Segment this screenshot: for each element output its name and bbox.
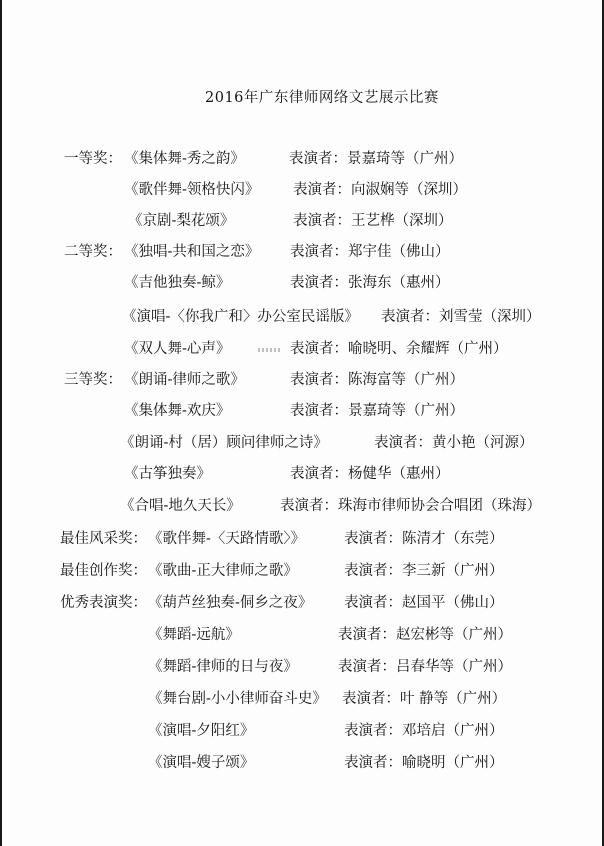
award-work-title: 《歌曲-正大律师之歌》	[148, 563, 298, 579]
award-work-title: 《歌伴舞-〈天路情歌〉》	[148, 531, 306, 547]
award-performer: 表演者：叶 静等（广州）	[342, 691, 507, 707]
award-performer: 表演者：杨健华（惠州）	[290, 466, 450, 482]
award-category-label: 一等奖：	[64, 151, 122, 167]
scan-edge-left	[0, 0, 2, 846]
award-performer: 表演者：喻晓明、余耀辉（广州）	[290, 341, 508, 357]
award-performer: 表演者：赵国平（佛山）	[344, 595, 504, 611]
award-work-title: 《集体舞-欢庆》	[124, 403, 231, 419]
award-work-title: 《朗诵-村（居）顾问律师之诗》	[120, 435, 328, 451]
award-performer: 表演者：邓培启（广州）	[344, 723, 504, 739]
award-performer: 表演者：珠海市律师协会合唱团（珠海）	[280, 498, 541, 514]
award-work-title: 《独唱-共和国之恋》	[124, 244, 260, 260]
award-performer: 表演者：喻晓明（广州）	[344, 755, 504, 771]
award-work-title: 《合唱-地久天长》	[120, 498, 241, 514]
award-work-title: 《朗诵-律师之歌》	[124, 372, 245, 388]
award-work-title: 《歌伴舞-领格快闪》	[124, 182, 260, 198]
award-work-title: 《舞蹈-远航》	[148, 627, 240, 643]
award-performer: 表演者：陈清才（东莞）	[344, 531, 504, 547]
award-work-title: 《古筝独奏》	[124, 466, 211, 482]
scan-smudge	[258, 348, 280, 352]
document-title: 2016年广东律师网络文艺展示比赛	[205, 90, 439, 106]
award-work-title: 《葫芦丝独奏-侗乡之夜》	[148, 595, 313, 611]
award-performer: 表演者：李三新（广州）	[344, 563, 504, 579]
award-performer: 表演者：王艺桦（深圳）	[293, 213, 453, 229]
award-performer: 表演者：黄小艳（河源）	[374, 435, 534, 451]
award-performer: 表演者：赵宏彬等（广州）	[338, 627, 512, 643]
award-work-title: 《京剧-梨花颂》	[128, 213, 235, 229]
award-performer: 表演者：向淑娴等（深圳）	[293, 182, 467, 198]
award-performer: 表演者：景嘉琦等（广州）	[289, 151, 463, 167]
award-category-label: 最佳创作奖：	[60, 563, 147, 579]
award-work-title: 《舞台剧-小小律师奋斗史》	[148, 691, 327, 707]
award-work-title: 《吉他独奏-鲸》	[124, 275, 231, 291]
award-work-title: 《舞蹈-律师的日与夜》	[148, 659, 298, 675]
award-work-title: 《演唱-嫂子颂》	[148, 755, 255, 771]
award-performer: 表演者：吕春华等（广州）	[338, 659, 512, 675]
award-category-label: 最佳风采奖：	[60, 531, 147, 547]
award-work-title: 《演唱-〈你我广和〉办公室民谣版》	[122, 309, 359, 325]
award-category-label: 优秀表演奖：	[60, 595, 147, 611]
award-category-label: 三等奖：	[64, 372, 122, 388]
award-work-title: 《演唱-夕阳红》	[148, 723, 255, 739]
award-work-title: 《双人舞-心声》	[124, 341, 231, 357]
award-work-title: 《集体舞-秀之韵》	[124, 151, 245, 167]
award-performer: 表演者：刘雪莹（深圳）	[381, 309, 541, 325]
award-performer: 表演者：郑宇佳（佛山）	[290, 244, 450, 260]
award-category-label: 二等奖：	[64, 244, 122, 260]
award-performer: 表演者：张海东（惠州）	[290, 275, 450, 291]
award-performer: 表演者：陈海富等（广州）	[290, 372, 464, 388]
award-performer: 表演者：景嘉琦等（广州）	[290, 403, 464, 419]
